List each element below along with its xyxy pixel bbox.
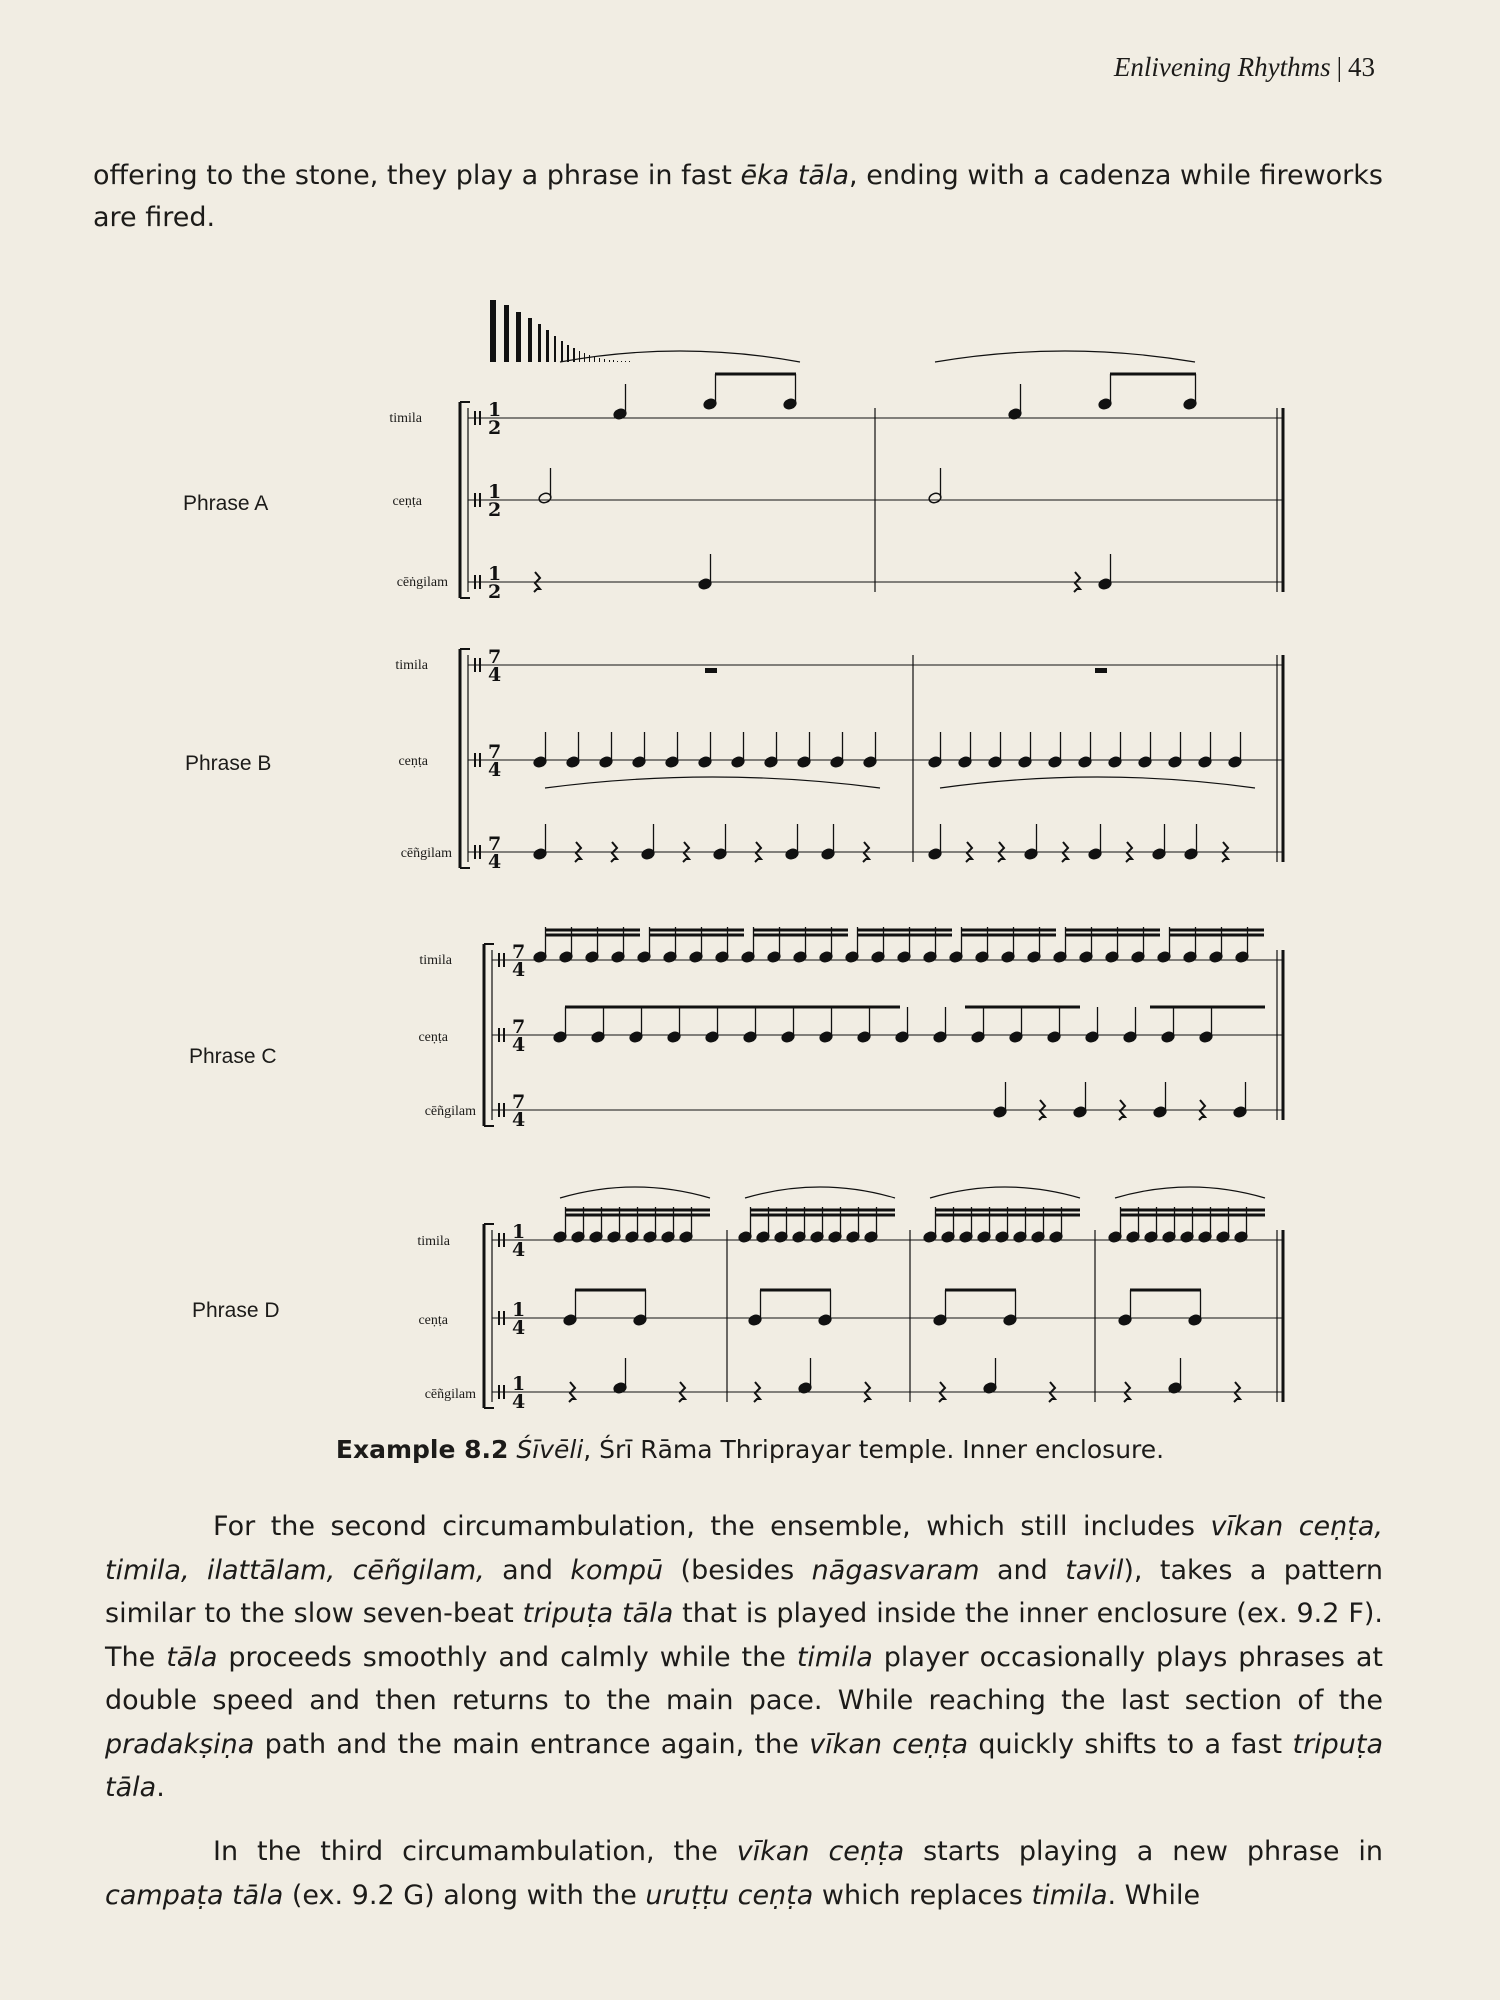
slur <box>545 777 880 788</box>
text-run: and <box>484 1554 571 1586</box>
caption-rest: , Śrī Rāma Thriprayar temple. Inner enclosure. <box>583 1435 1165 1464</box>
phrase-a-time-bottom: 2 <box>488 499 502 521</box>
slur <box>745 1187 895 1198</box>
running-head-separator: | <box>1336 52 1342 82</box>
text-run: and <box>979 1554 1066 1586</box>
phrase-a-instrument-centa: ceṇṭa <box>392 494 422 509</box>
phrase-b-time-bottom: 4 <box>488 664 502 686</box>
running-head-title: Enlivening Rhythms <box>1113 52 1331 82</box>
score-systems <box>460 351 1283 1413</box>
phrase-a-time-top: 1 <box>488 399 502 421</box>
phrase-a-time-top: 1 <box>488 481 502 503</box>
phrase-d-label: Phrase D <box>192 1299 280 1322</box>
text-run: kompū <box>570 1554 664 1586</box>
slur <box>560 1187 710 1198</box>
text-run: uruṭṭu ceṇṭa <box>645 1879 814 1911</box>
phrase-b-time-bottom: 4 <box>488 759 502 781</box>
text-run: . While <box>1107 1879 1201 1911</box>
figure-caption <box>0 1435 1500 1464</box>
caption-title: Śīvēli <box>516 1435 584 1464</box>
intro-text-b: , ending with a cadenza while fireworks are fired. <box>93 160 1383 233</box>
phrase-a-instrument-cengilam: cēṅgilam <box>396 575 448 590</box>
text-run: path and the main entrance again, the <box>254 1728 810 1760</box>
decrescendo-bars-icon <box>490 300 630 362</box>
phrase-c-time-top: 7 <box>512 941 526 963</box>
text-run: ), takes a pattern similar to the slow seven-beat <box>105 1554 1384 1629</box>
text-run: In the third circumambulation, the <box>213 1836 737 1867</box>
phrase-c-instrument-timila: timila <box>419 953 452 968</box>
phrase-c-time-bottom: 4 <box>512 1034 526 1056</box>
text-run: starts playing a new phrase in <box>904 1836 1384 1867</box>
phrase-a-time-bottom: 2 <box>488 581 502 603</box>
phrase-c-label: Phrase C <box>189 1045 277 1068</box>
text-run: which replaces <box>813 1879 1032 1911</box>
text-run: tāla <box>166 1641 218 1673</box>
phrase-d-time-top: 1 <box>512 1299 526 1321</box>
phrase-d-time-top: 1 <box>512 1373 526 1395</box>
phrase-d-time-top: 1 <box>512 1221 526 1243</box>
phrase-d-time-bottom: 4 <box>512 1391 526 1413</box>
text-run: vīkan ceṇṭa <box>809 1728 969 1760</box>
phrase-c-time-top: 7 <box>512 1016 526 1038</box>
slur <box>940 777 1255 788</box>
phrase-c-instrument-cengilam: cēñgilam <box>424 1104 476 1119</box>
text-run: For the second circumambulation, the ensemble, which still includes <box>213 1511 1211 1542</box>
text-run: tripuṭa tāla <box>105 1728 1384 1803</box>
phrase-b-label: Phrase B <box>185 752 272 775</box>
slur <box>560 351 800 362</box>
text-run: pradakṣiṇa <box>105 1728 255 1760</box>
phrase-c-time-bottom: 4 <box>512 1109 526 1131</box>
phrase-a-time-bottom: 2 <box>488 417 502 439</box>
phrase-a-time-top: 1 <box>488 563 502 585</box>
text-run: (besides <box>663 1554 812 1586</box>
text-run: tavil <box>1065 1554 1124 1586</box>
text-run: that is played inside the inner enclosure (ex. 9.2 F). The <box>105 1598 1383 1673</box>
text-run: vīkan ceṇṭa, timila, ilattālam, cēñgilam, <box>105 1511 1383 1586</box>
text-run: vīkan ceṇṭa <box>736 1836 905 1867</box>
text-run: . <box>156 1772 165 1803</box>
phrase-b-time-top: 7 <box>488 646 502 668</box>
phrase-b-time-top: 7 <box>488 741 502 763</box>
phrase-d-instrument-centa: ceṇṭa <box>418 1313 448 1328</box>
text-run: proceeds smoothly and calmly while the <box>217 1641 797 1673</box>
phrase-c-time-top: 7 <box>512 1091 526 1113</box>
phrase-a-instrument-timila: timila <box>389 411 422 426</box>
phrase-c-time-bottom: 4 <box>512 959 526 981</box>
whole-rest <box>705 668 717 673</box>
text-run: timila <box>1031 1879 1108 1911</box>
phrase-b-instrument-timila: timila <box>395 658 428 673</box>
text-run: timila <box>796 1641 873 1673</box>
page-number: 43 <box>1348 52 1375 82</box>
phrase-b-instrument-cengilam: cēñgilam <box>400 846 452 861</box>
body-paragraph-3 <box>105 1830 1383 1917</box>
phrase-a-label: Phrase A <box>183 492 269 515</box>
intro-text-a: offering to the stone, they play a phrase in fast <box>93 160 741 191</box>
text-run: tripuṭa tāla <box>522 1598 674 1629</box>
phrase-b-time-top: 7 <box>488 833 502 855</box>
phrase-d-time-bottom: 4 <box>512 1317 526 1339</box>
phrase-d-time-bottom: 4 <box>512 1239 526 1261</box>
text-run: player occasionally plays phrases at double speed and then returns to the main pace. While reaching the last section of the <box>105 1641 1383 1716</box>
phrase-b-time-bottom: 4 <box>488 851 502 873</box>
intro-text-em: ēka tāla <box>740 160 850 191</box>
phrase-c-instrument-centa: ceṇṭa <box>418 1030 448 1045</box>
text-run: campaṭa tāla <box>105 1879 284 1911</box>
phrase-b-instrument-centa: ceṇṭa <box>398 754 428 769</box>
phrase-d-instrument-cengilam: cēñgilam <box>424 1387 476 1402</box>
phrase-d-instrument-timila: timila <box>417 1234 450 1249</box>
slur <box>930 1187 1080 1198</box>
slur <box>935 351 1195 362</box>
body-paragraph-2 <box>105 1505 1383 1810</box>
slur <box>1115 1187 1265 1198</box>
text-run: (ex. 9.2 G) along with the <box>283 1879 646 1911</box>
caption-label: Example 8.2 <box>335 1435 509 1464</box>
text-run: quickly shifts to a fast <box>968 1728 1293 1760</box>
whole-rest <box>1095 668 1107 673</box>
text-run: nāgasvaram <box>811 1554 980 1586</box>
